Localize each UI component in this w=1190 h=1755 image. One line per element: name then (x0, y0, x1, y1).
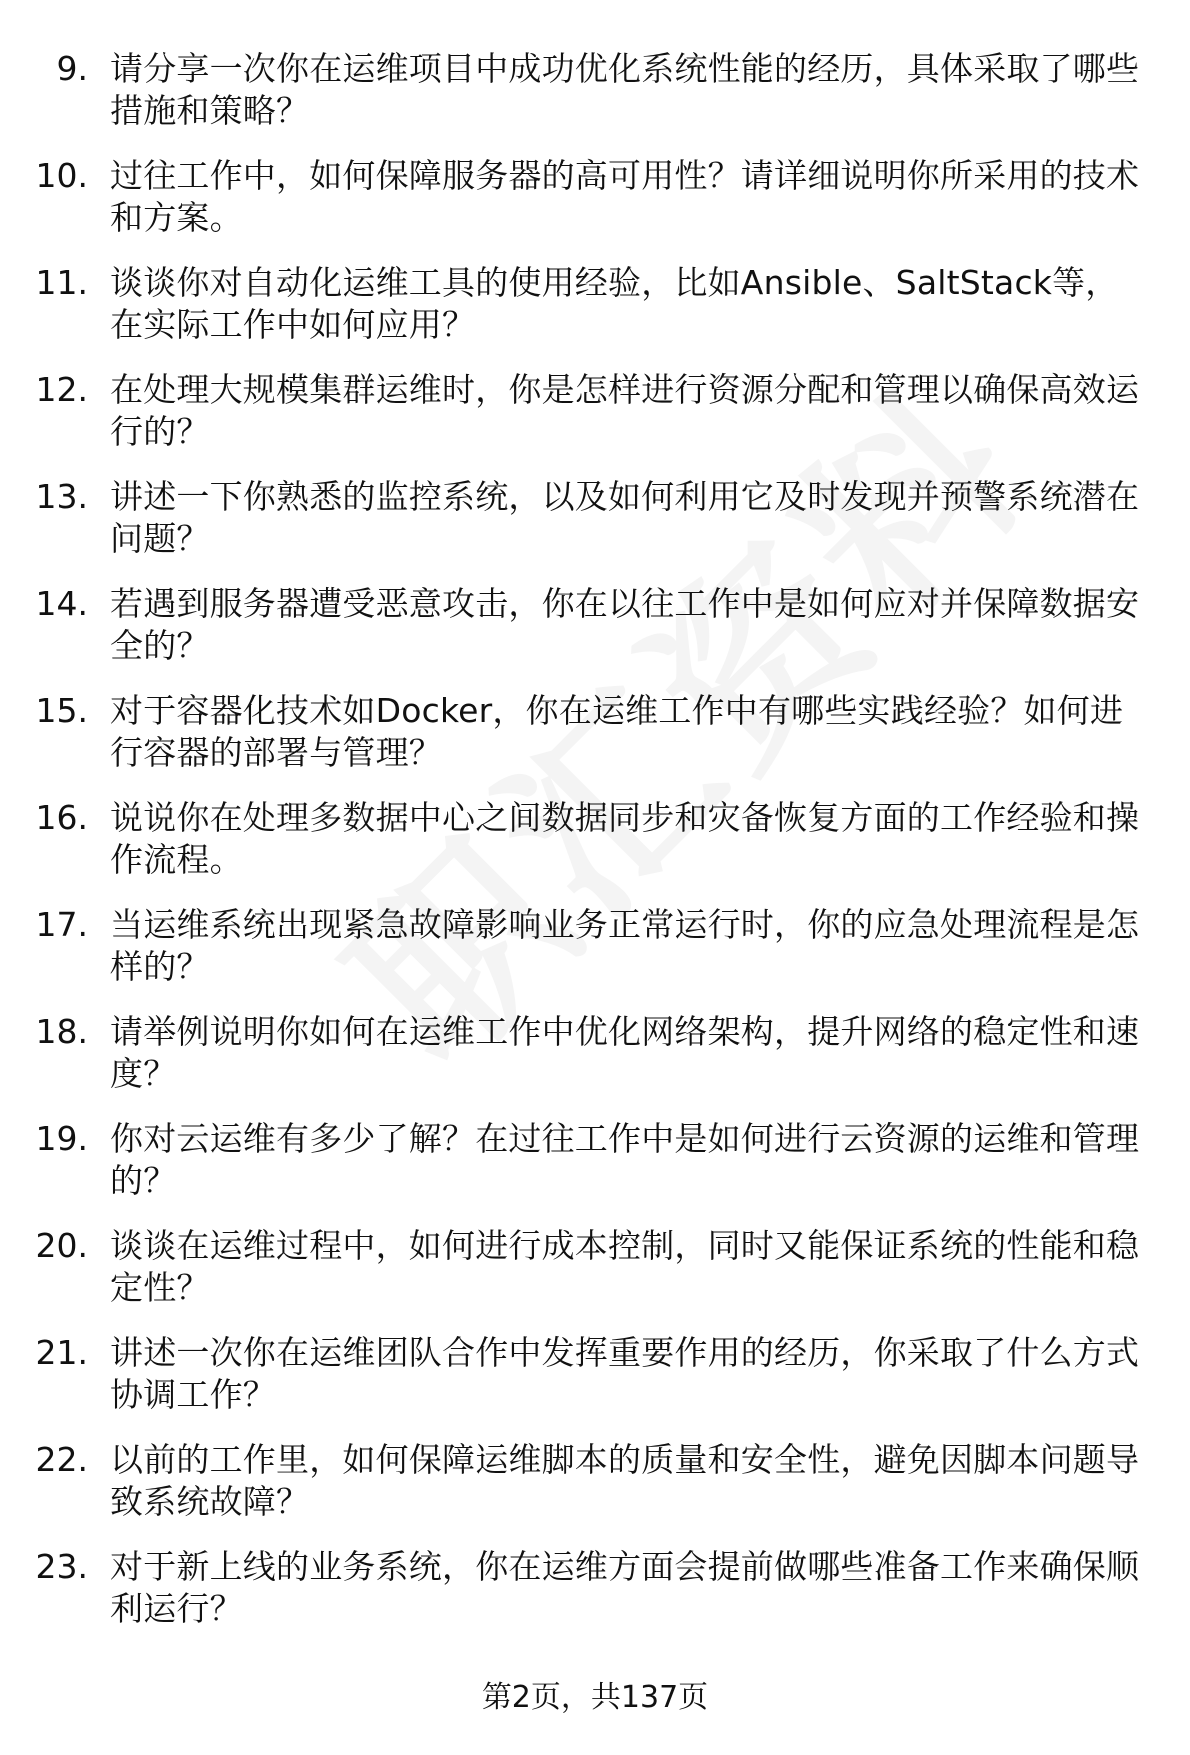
list-item (0, 48, 1190, 155)
list-item (0, 1011, 1190, 1118)
question-number: 13. (35, 477, 88, 516)
list-item (0, 1225, 1190, 1332)
question-number: 11. (35, 263, 88, 302)
question-list (0, 48, 1190, 1653)
question-text: 请举例说明你如何在运维工作中优化网络架构，提升网络的稳定性和速度？ (110, 1012, 1140, 1093)
list-item (0, 1546, 1190, 1653)
question-number: 23. (35, 1547, 88, 1586)
question-text: 讲述一次你在运维团队合作中发挥重要作用的经历，你采取了什么方式协调工作？ (110, 1333, 1140, 1414)
question-number: 10. (35, 156, 88, 195)
question-number: 15. (35, 691, 88, 730)
question-text: 说说你在处理多数据中心之间数据同步和灾备恢复方面的工作经验和操作流程。 (110, 798, 1140, 879)
question-text: 若遇到服务器遭受恶意攻击，你在以往工作中是如何应对并保障数据安全的？ (110, 584, 1140, 665)
question-number: 22. (35, 1440, 88, 1479)
question-number: 21. (35, 1333, 88, 1372)
list-item (0, 155, 1190, 262)
list-item (0, 690, 1190, 797)
list-item (0, 904, 1190, 1011)
question-number: 19. (35, 1119, 88, 1158)
page-footer: 第2页，共137页 (481, 1680, 709, 1715)
question-number: 16. (35, 798, 88, 837)
question-number: 9. (56, 49, 88, 88)
list-item (0, 583, 1190, 690)
list-item (0, 476, 1190, 583)
question-text: 过往工作中，如何保障服务器的高可用性？请详细说明你所采用的技术和方案。 (110, 156, 1140, 237)
question-text: 在处理大规模集群运维时，你是怎样进行资源分配和管理以确保高效运行的？ (110, 370, 1140, 451)
question-number: 14. (35, 584, 88, 623)
question-text: 对于容器化技术如Docker，你在运维工作中有哪些实践经验？如何进行容器的部署与管理？ (110, 691, 1124, 772)
list-item (0, 262, 1190, 369)
question-number: 17. (35, 905, 88, 944)
question-text: 谈谈你对自动化运维工具的使用经验，比如Ansible、SaltStack等，在实际工作中如何应用？ (110, 263, 1119, 344)
question-number: 20. (35, 1226, 88, 1265)
list-item (0, 369, 1190, 476)
question-text: 以前的工作里，如何保障运维脚本的质量和安全性，避免因脚本问题导致系统故障？ (110, 1440, 1140, 1521)
question-number: 12. (35, 370, 88, 409)
question-text: 当运维系统出现紧急故障影响业务正常运行时，你的应急处理流程是怎样的？ (110, 905, 1140, 986)
list-item (0, 1332, 1190, 1439)
question-text: 请分享一次你在运维项目中成功优化系统性能的经历，具体采取了哪些措施和策略？ (110, 49, 1140, 130)
question-text: 你对云运维有多少了解？在过往工作中是如何进行云资源的运维和管理的？ (110, 1119, 1140, 1200)
question-text: 谈谈在运维过程中，如何进行成本控制，同时又能保证系统的性能和稳定性？ (110, 1226, 1140, 1307)
list-item (0, 797, 1190, 904)
question-text: 讲述一下你熟悉的监控系统，以及如何利用它及时发现并预警系统潜在问题？ (110, 477, 1140, 558)
question-text: 对于新上线的业务系统，你在运维方面会提前做哪些准备工作来确保顺利运行？ (110, 1547, 1140, 1628)
question-number: 18. (35, 1012, 88, 1051)
list-item (0, 1439, 1190, 1546)
list-item (0, 1118, 1190, 1225)
